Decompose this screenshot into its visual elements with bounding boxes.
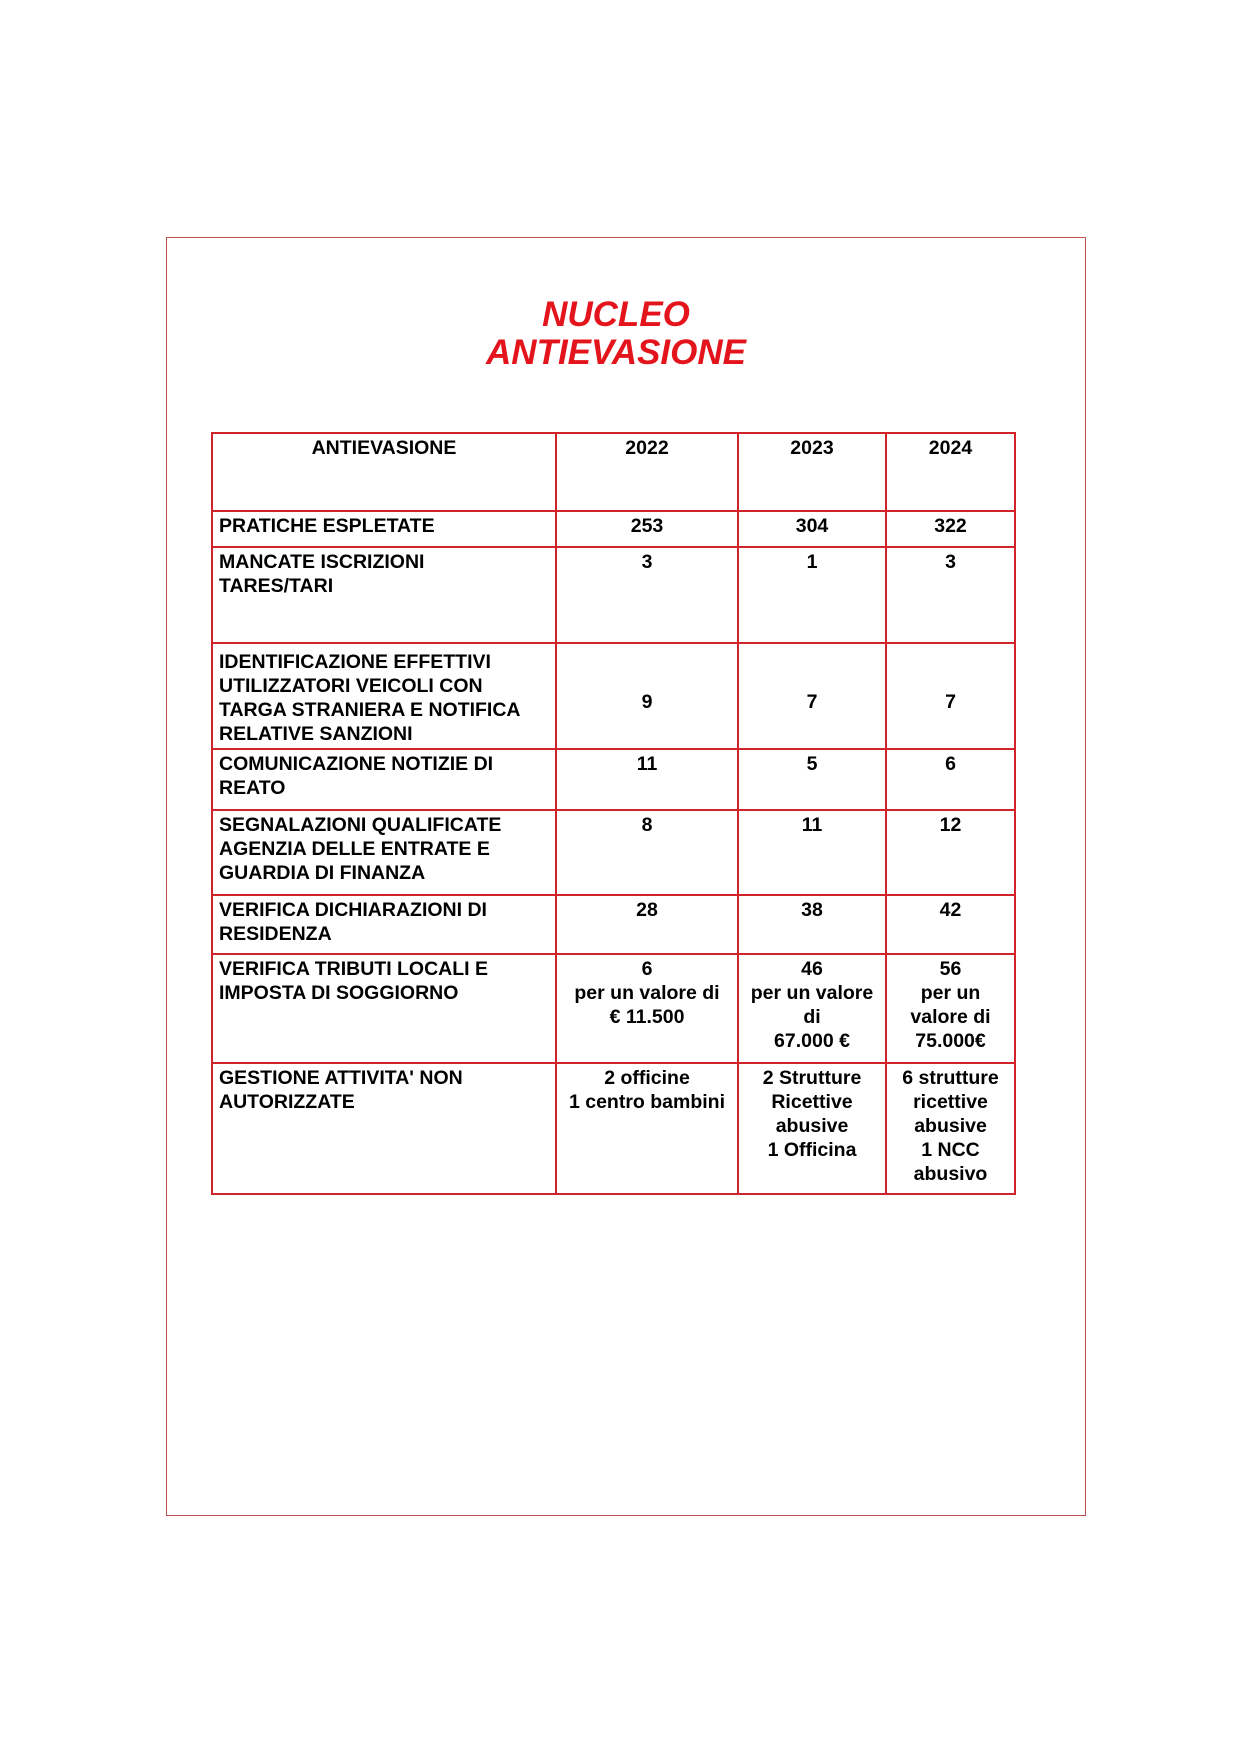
value-2022: 9 bbox=[556, 643, 738, 749]
table-header-row bbox=[212, 433, 1015, 511]
value-line: per un bbox=[920, 982, 981, 1004]
row-label bbox=[212, 547, 556, 643]
row-label bbox=[212, 643, 556, 749]
value-line: Ricettive bbox=[771, 1091, 853, 1113]
table-row bbox=[212, 643, 1015, 749]
row-label-line: RELATIVE SANZIONI bbox=[219, 723, 413, 745]
table-row bbox=[212, 511, 1015, 547]
value-2024: 3 bbox=[886, 547, 1015, 643]
table-row bbox=[212, 810, 1015, 895]
value-line: 75.000€ bbox=[915, 1030, 986, 1052]
value-2024: 7 bbox=[886, 643, 1015, 749]
value-2024: 6 bbox=[886, 749, 1015, 810]
value-line: per un valore di bbox=[574, 982, 720, 1004]
value-line: 46 bbox=[801, 958, 823, 980]
row-label-line: GESTIONE ATTIVITA' NON bbox=[219, 1067, 463, 1089]
value-2022 bbox=[556, 954, 738, 1063]
row-label bbox=[212, 749, 556, 810]
value-2022: 28 bbox=[556, 895, 738, 954]
value-line: 6 strutture bbox=[902, 1067, 999, 1089]
row-label-line: VERIFICA TRIBUTI LOCALI E bbox=[219, 958, 489, 980]
header-year-2024: 2024 bbox=[886, 433, 1015, 511]
value-2023: 5 bbox=[738, 749, 886, 810]
value-line: valore di bbox=[910, 1006, 991, 1028]
header-label: ANTIEVASIONE bbox=[212, 433, 556, 511]
row-label-line: GUARDIA DI FINANZA bbox=[219, 862, 426, 884]
table-row bbox=[212, 954, 1015, 1063]
header-year-2023: 2023 bbox=[738, 433, 886, 511]
row-label-line: TARGA STRANIERA E NOTIFICA bbox=[219, 699, 521, 721]
value-2023: 38 bbox=[738, 895, 886, 954]
value-2023 bbox=[738, 1063, 886, 1194]
row-label-line: MANCATE ISCRIZIONI bbox=[219, 551, 425, 573]
value-line: € 11.500 bbox=[609, 1006, 685, 1028]
title-line-2: ANTIEVASIONE bbox=[486, 333, 746, 372]
row-label-line: COMUNICAZIONE NOTIZIE DI bbox=[219, 753, 494, 775]
value-line: 2 Strutture bbox=[762, 1067, 862, 1089]
value-2023: 1 bbox=[738, 547, 886, 643]
value-line: di bbox=[803, 1006, 821, 1028]
value-line: abusive bbox=[914, 1115, 987, 1137]
row-label-line: IDENTIFICAZIONE EFFETTIVI bbox=[219, 651, 491, 673]
value-2022 bbox=[556, 1063, 738, 1194]
value-line: 1 centro bambini bbox=[568, 1091, 726, 1113]
value-2022: 3 bbox=[556, 547, 738, 643]
row-label-line: RESIDENZA bbox=[219, 923, 332, 945]
row-label-line: AGENZIA DELLE ENTRATE E bbox=[219, 838, 490, 860]
value-2022: 8 bbox=[556, 810, 738, 895]
value-2023: 7 bbox=[738, 643, 886, 749]
value-2023: 11 bbox=[738, 810, 886, 895]
row-label-line: REATO bbox=[219, 777, 286, 799]
row-label-line: AUTORIZZATE bbox=[219, 1091, 355, 1113]
row-label-line: IMPOSTA DI SOGGIORNO bbox=[219, 982, 459, 1004]
value-2023 bbox=[738, 954, 886, 1063]
table-row bbox=[212, 1063, 1015, 1194]
value-2024 bbox=[886, 954, 1015, 1063]
table-row bbox=[212, 895, 1015, 954]
row-label: PRATICHE ESPLETATE bbox=[212, 511, 556, 547]
antievasione-table bbox=[211, 432, 1016, 1195]
value-line: 56 bbox=[939, 958, 962, 980]
value-2024: 322 bbox=[886, 511, 1015, 547]
value-line: 1 Officina bbox=[767, 1139, 857, 1161]
value-2024 bbox=[886, 1063, 1015, 1194]
row-label-line: VERIFICA DICHIARAZIONI DI bbox=[219, 899, 487, 921]
row-label bbox=[212, 810, 556, 895]
row-label-line: UTILIZZATORI VEICOLI CON bbox=[219, 675, 483, 697]
row-label bbox=[212, 1063, 556, 1194]
value-2022: 253 bbox=[556, 511, 738, 547]
page-title bbox=[0, 296, 1232, 372]
value-line: 67.000 € bbox=[774, 1030, 850, 1052]
value-line: 2 officine bbox=[604, 1067, 690, 1089]
value-line: ricettive bbox=[913, 1091, 988, 1113]
table-row bbox=[212, 547, 1015, 643]
row-label-line: TARES/TARI bbox=[219, 575, 334, 597]
row-label bbox=[212, 954, 556, 1063]
row-label bbox=[212, 895, 556, 954]
value-line: 1 NCC bbox=[921, 1139, 980, 1161]
value-2022: 11 bbox=[556, 749, 738, 810]
header-year-2022: 2022 bbox=[556, 433, 738, 511]
value-line: abusive bbox=[775, 1115, 849, 1137]
value-2023: 304 bbox=[738, 511, 886, 547]
value-line: per un valore bbox=[750, 982, 874, 1004]
table-row bbox=[212, 749, 1015, 810]
row-label-line: SEGNALAZIONI QUALIFICATE bbox=[219, 814, 502, 836]
value-2024: 42 bbox=[886, 895, 1015, 954]
value-line: abusivo bbox=[913, 1163, 988, 1185]
value-line: 6 bbox=[641, 958, 653, 980]
title-line-1: NUCLEO bbox=[542, 295, 690, 334]
value-2024: 12 bbox=[886, 810, 1015, 895]
